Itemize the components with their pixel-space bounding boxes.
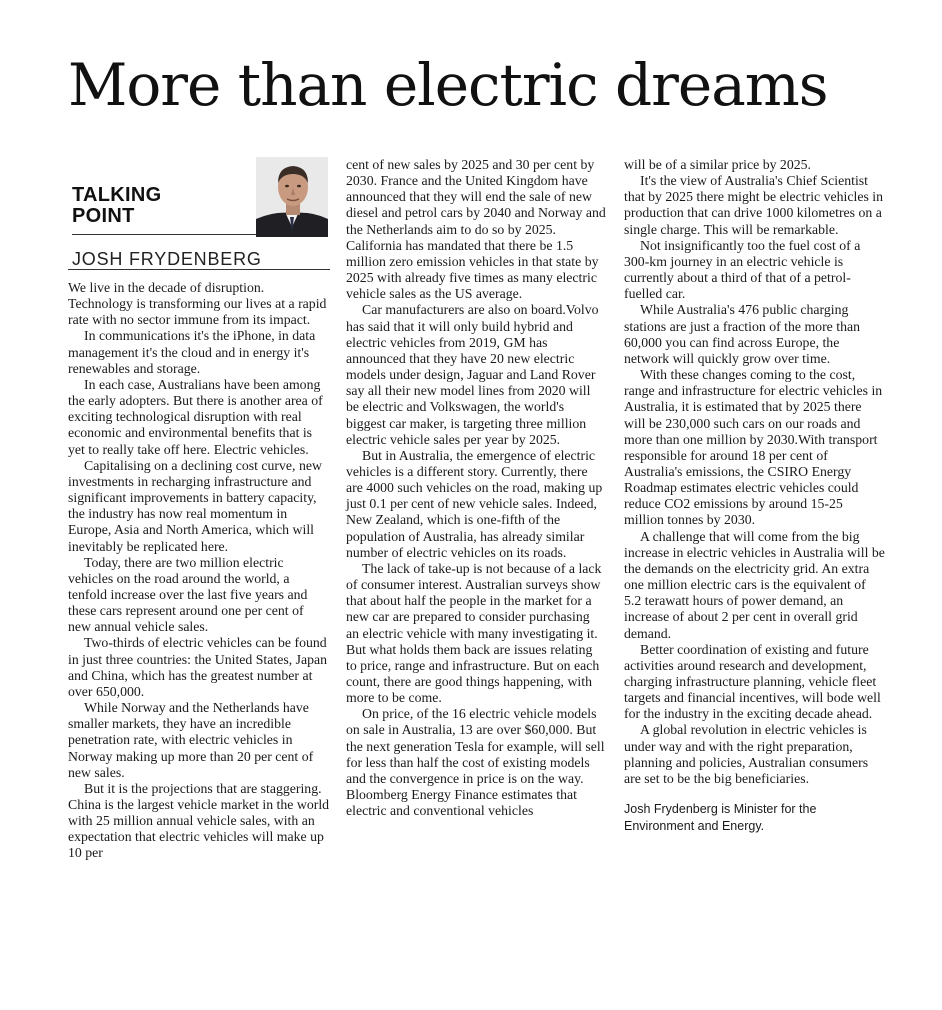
paragraph: Car manufacturers are also on board.Volvo has said that it will only build hybrid and electric vehicles from 2019, GM has announced that they have 20 new electric models under design, Jaguar and Land Rover say all their new model lines from 2020 will be electric and Volkswagen, the world's biggest car maker, is targeting three million electric vehicle sales per year by 2025.: [346, 302, 599, 447]
paragraph: While Norway and the Netherlands have smaller markets, they have an incredible penetration rate, with electric vehicles in Norway making up more than 20 per cent of new sales.: [68, 700, 314, 780]
author-name: JOSH FRYDENBERG: [72, 248, 262, 269]
label-divider: [72, 234, 258, 235]
paragraph: Capitalising on a declining cost curve, new investments in recharging infrastructure and significant improvements in battery capacity, the industry has now real momentum in Europe, Asia and North America, which will inevitably be replicated here.: [68, 457, 322, 554]
author-portrait: [256, 157, 328, 237]
paragraph: We live in the decade of disruption. Technology is transforming our lives at a rapid rate with no sector immune from its impact.: [68, 280, 327, 328]
article-column-2: [346, 157, 606, 819]
column-label: [72, 185, 172, 227]
paragraph: In communications it's the iPhone, in data management it's the cloud and in energy it's renewables and storage.: [68, 328, 316, 376]
paragraph: Not insignificantly too the fuel cost of a 300-km journey in an electric vehicle is currently about a third of that of a petrol-fuelled car.: [624, 237, 861, 302]
paragraph: It's the view of Australia's Chief Scientist that by 2025 there might be electric vehicles in production that can drive 1000 kilometres on a single charge. This will be remarkable.: [624, 173, 883, 237]
author-endnote: Josh Frydenberg is Minister for the Environment and Energy.: [624, 802, 817, 834]
paragraph: Better coordination of existing and future activities around research and development, charging infrastructure planning, vehicle fleet targets and financial incentives, will bode well for the industry in the exciting decade ahead.: [624, 641, 881, 722]
paragraph: A challenge that will come from the big increase in electric vehicles in Australia will be the demands on the electricity grid. An extra one million electric cars is the equivalent of 5.2 terawatt hours of power demand, an increase of about 2 per cent in overall grid demand.: [624, 528, 885, 641]
article-column-1: [68, 157, 330, 862]
author-portrait-image: [256, 157, 328, 237]
paragraph: But it is the projections that are staggering. China is the largest vehicle market in the world with 25 million annual vehicle sales, with an expectation that electric vehicles will make up 10 per: [68, 780, 330, 861]
paragraph: While Australia's 476 public charging stations are just a fraction of the more than 60,000 you can find across Europe, the network will quickly grow over time.: [624, 302, 861, 366]
byline-box: [68, 157, 330, 270]
paragraph: On price, of the 16 electric vehicle models on sale in Australia, 13 are over $60,000. But the next generation Tesla for example, will sell for less than half the cost of existing models and the convergence in price is on the way. Bloomberg Energy Finance estimates that electric and conventional vehicles: [346, 706, 605, 819]
article-column-3: [624, 157, 886, 835]
paragraph: Today, there are two million electric vehicles on the road around the world, a tenfold increase over the last five years and these cars represent around one per cent of new annual vehicle sales.: [68, 554, 308, 635]
paragraph: But in Australia, the emergence of electric vehicles is a different story. Currently, there are 4000 such vehicles on the road, making up just 0.1 per cent of new vehicle sales. Indeed, New Zealand, which is one-fifth of the population of Australia, has already similar number of electric vehicles on its roads.: [346, 447, 603, 560]
paragraph: will be of a similar price by 2025.: [624, 157, 811, 172]
paragraph: The lack of take-up is not because of a lack of consumer interest. Australian surveys show that about half the people in the market for a new car are prepared to consider purchasing an electric vehicle with many investigating it. But what holds them back are issues relating to price, range and infrastructure. But on each count, there are good things happening, with more to be come.: [346, 560, 602, 706]
column-label-text: TALKING POINT: [72, 184, 162, 227]
paragraph: In each case, Australians have been among the early adopters. But there is another area of exciting technological disruption with real economic and environmental benefits that is yet to really take off here. Electric vehicles.: [68, 376, 323, 457]
paragraph: A global revolution in electric vehicles is under way and with the right preparation, planning and policies, Australian consumers are set to be the big beneficiaries.: [624, 722, 869, 786]
paragraph: cent of new sales by 2025 and 30 per cent by 2030. France and the United Kingdom have announced that they will end the sale of new diesel and petrol cars by 2040 and Norway and the Netherlands aim to do so by 2025. California has mandated that there be 1.5 million zero emission vehicles in that state by 2025 with already five times as many electric vehicle sales as the US average.: [346, 157, 606, 302]
paragraph: With these changes coming to the cost, range and infrastructure for electric vehicles in Australia, it is estimated that by 2025 there will be 230,000 such cars on our roads and more than one million by 2030.With transport responsible for around 18 per cent of Australia's emissions, the CSIRO Energy Roadmap estimates electric vehicles could reduce CO2 emissions by around 15-25 million tonnes by 2030.: [624, 367, 883, 528]
paragraph: Two-thirds of electric vehicles can be found in just three countries: the United States, Japan and China, which has the greatest number at over 650,000.: [68, 635, 328, 699]
headline: More than electric dreams: [68, 51, 828, 119]
